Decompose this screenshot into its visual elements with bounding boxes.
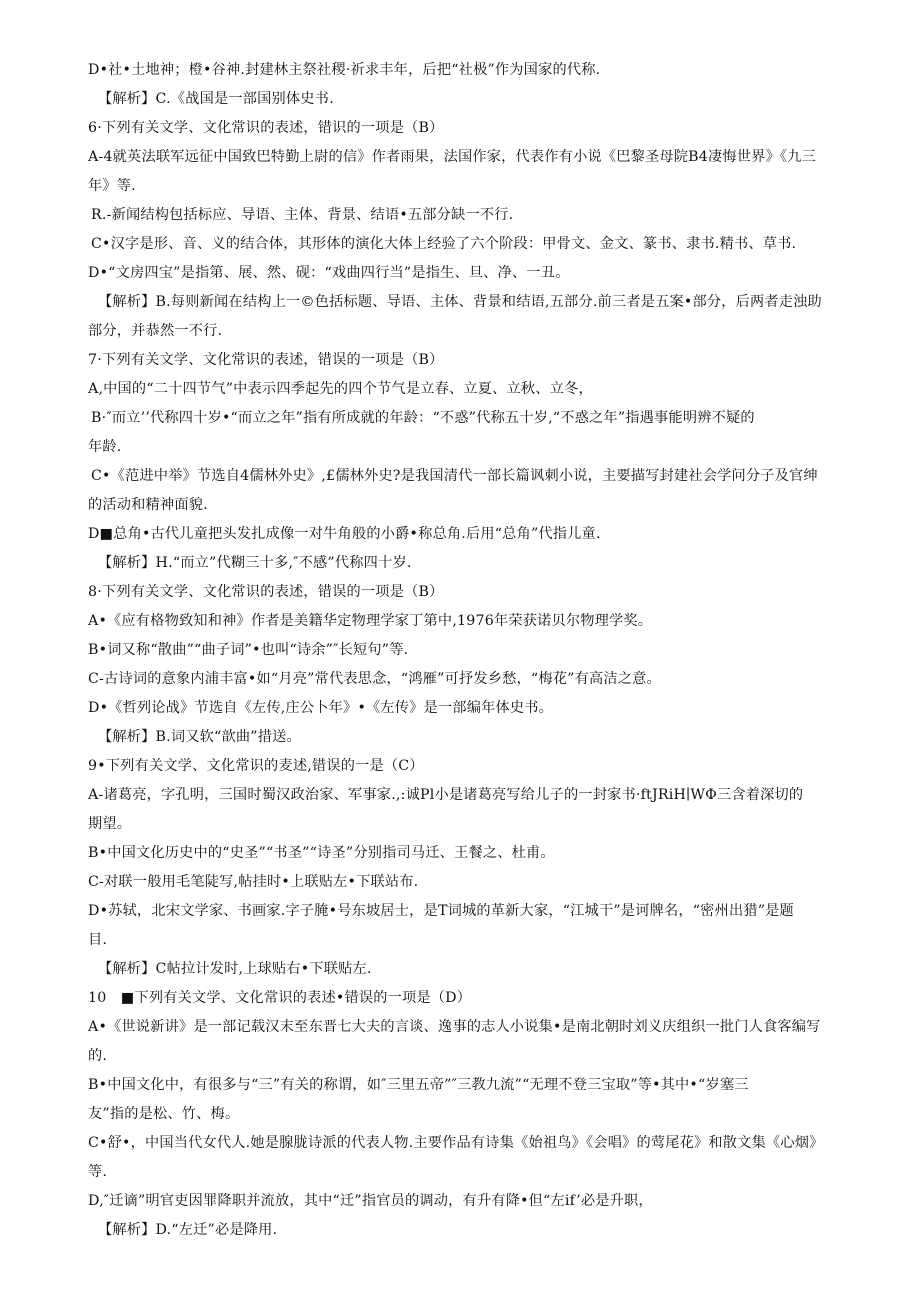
text-line: 部分，并恭然一不行. [88,323,223,339]
text-line: D•苏轼，北宋文学家、书画家.字子腌•号东坡居士，是T词城的革新大家，“江城干”是诃牌名，“密州出猎”是题 [88,903,794,919]
text-line: R.-新闻结构包括标应、导语、主体、背景、结语•五部分缺一不行. [91,207,514,223]
question-line: 9•下列有关文学、文化常识的麦述,错误的一是（C） [88,758,424,774]
text-line: C-古诗词的意象内浦丰富•如“月亮”常代表思念，“鸿雁”可抒发乡愁，“梅花”有高洁之意。 [88,671,661,687]
text-line: 的活动和精神面貌. [88,497,208,513]
analysis-line: 【解析】C帖拉计发时,上球贴右•下联贴左. [98,961,372,977]
question-line: 8·下列有关文学、文化常识的表述，错误的一项是（B） [88,584,444,600]
analysis-line: 【解析】D.“左迁”必是降用. [98,1222,278,1238]
text-line: D•“文房四宝”是指第、展、然、砚：“戏曲四行当”是指生、旦、净、一丑。 [88,265,570,281]
text-line: D•《哲列论战》节选自《左传,庄公卜年》•《左传》是一部编年体史书。 [88,700,554,716]
text-line: D•社•土地神；橙•谷神.封建林主祭社稷·祈求丰年，后把“社极”作为国家的代称. [88,62,601,78]
text-line: B•中国文化中，有很多与“三”有关的称谓，如″三里五帝”″三教九流”“无理不登三宝取”等•其中•“岁塞三 [88,1077,749,1093]
text-line: B•中国文化历史中的“史圣”“书圣”“诗圣”分别指司马迁、王餐之、杜甫。 [88,845,555,861]
text-line: C•《范进中举》节选自4儒林外史》,£儒林外史?是我国清代一部长篇讽刺小说，主要描写封建社会学问分子及官绅 [91,468,818,484]
analysis-line: 【解析】B.每则新闻在结构上一©色括标题、导语、主体、背景和结语,五部分.前三者是五案•部分，后两者走浊助 [98,294,822,310]
question-line: 10 ■下列有关文学、文化常识的表述•错误的一项是（D） [88,990,472,1006]
analysis-line: 【解析】C.《战国是一部国别体史书. [98,91,334,107]
text-line: 期望。 [88,816,132,832]
text-line: D,″迁谪”明官吏因罪降职并流放，其中“迁”指官员的调动，有升有降•但“左if’必是升职， [88,1193,653,1209]
text-line: B·″而立’’代称四十岁•“而立之年”指有所成就的年龄：“不惑”代称五十岁,“不惑之年”指遇事能明辨不疑的 [91,410,755,426]
text-line: 目. [88,932,108,948]
text-line: C-对联一般用毛笔陡写,帖挂时•上联贴左•下联站布. [88,874,419,890]
text-line: 等. [88,1164,108,1180]
text-line: A•《应有格物致知和神》作者是美籍华定物理学家丁第中,1976年荣获诺贝尔物理学奖。 [88,613,653,629]
text-line: 年龄. [88,439,122,455]
text-line: B•词又称“散曲”“曲子词”•也叫“诗余”″长短句”等. [88,642,409,658]
text-line: D■总角•古代儿童把头发扎成像一对牛角般的小爵•称总角.后用“总角”代指儿童. [88,526,601,542]
text-line: C•汉字是形、音、义的结合体，其形体的演化大体上经验了六个阶段：甲骨文、金文、篆书、隶书.精书、草书. [91,236,797,252]
text-line: A•《世说新讲》是一部记载汉末至东晋七大夫的言谈、逸事的志人小说集•是南北朝时刘义庆组织一批门人食客编写 [88,1019,821,1035]
question-line: 6·下列有关文学、文化常识的表述，错识的一项是（B） [88,120,444,136]
analysis-line: 【解析】H.“而立”代糊三十多,″不感”代称四十岁. [98,555,412,571]
text-line: A,中国的“二十四节气”中表示四季起先的四个节气是立春、立夏、立秋、立冬， [88,381,593,397]
text-line: A-诸葛亮，字孔明，三国时蜀汉政治家、军事家.,:诚Pl小是诸葛亮写给儿子的一封家书·ftJRiH∣WΦ三含着深切的 [88,787,804,803]
text-line: 的. [88,1048,108,1064]
text-line: C•舒•，中国当代女代人.她是腺胧诗派的代表人物.主要作品有诗集《始祖鸟》《会唱》的莺尾花》和散文集《心烟》 [88,1135,824,1151]
text-line: 年》等. [88,178,136,194]
analysis-line: 【解析】B.词又软“歆曲”措送。 [98,729,301,745]
text-line: A-4就英法联军远征中国致巴特勤上尉的信》作者雨果，法国作家，代表作有小说《巴黎圣母院B4凄悔世界》《九三 [88,149,817,165]
text-line: 友”指的是松、竹、梅。 [88,1106,240,1122]
question-line: 7·下列有关文学、文化常识的表述，错误的一项是（B） [88,352,444,368]
